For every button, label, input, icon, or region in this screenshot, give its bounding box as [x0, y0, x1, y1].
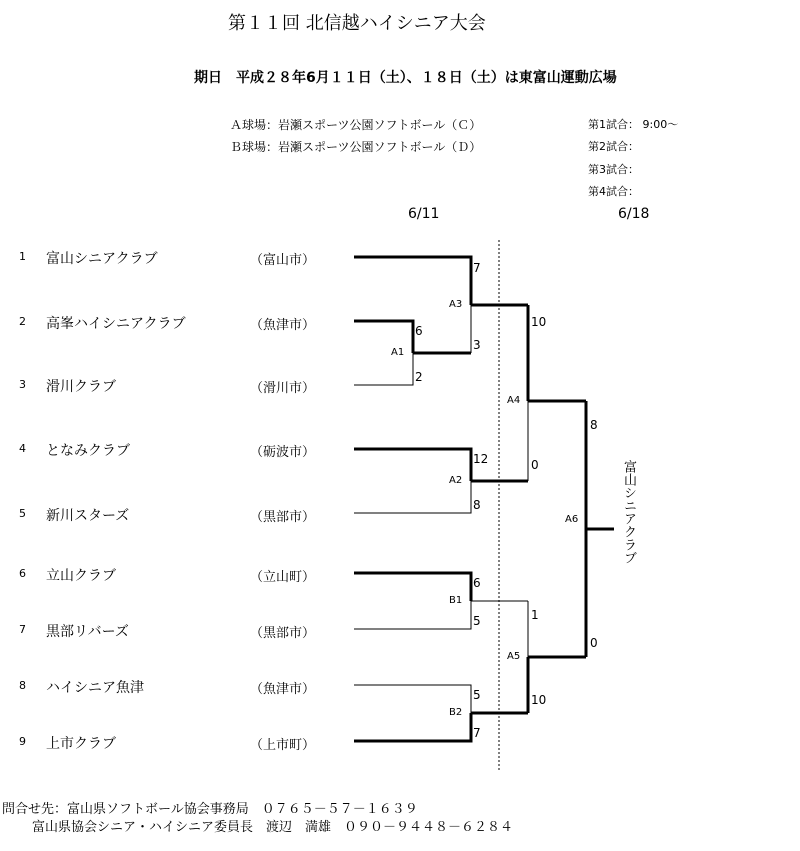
match-time-1: 第1試合： 9:00～ [588, 118, 679, 131]
team-seed: 5 [19, 507, 26, 520]
event-period: 期日 平成２８年6月１１日（土）、１８日（土）は東富山運動広場 [194, 70, 617, 86]
team-city: （魚津市） [250, 682, 316, 697]
match-time-4: 第4試合： [588, 185, 639, 198]
team-name: 黒部リバーズ [46, 624, 129, 640]
match-label-b2: B2 [449, 707, 463, 718]
team-city: （富山市） [250, 253, 316, 268]
team-seed: 8 [19, 679, 26, 692]
team-name: となみクラブ [46, 443, 130, 459]
score-b2-bottom: 7 [473, 726, 481, 740]
team-city: （上市町） [250, 738, 316, 753]
team-seed: 4 [19, 442, 26, 455]
match-label-b1: B1 [449, 595, 463, 606]
score-b1-bottom: 5 [473, 614, 481, 628]
score-a2-bottom: 8 [473, 498, 481, 512]
score-a4-bottom: 0 [531, 458, 539, 472]
match-time-3: 第3試合： [588, 163, 639, 176]
date-round-1: 6/11 [408, 206, 440, 222]
team-seed: 9 [19, 735, 26, 748]
team-name: ハイシニア魚津 [46, 680, 144, 696]
score-a6-top: 8 [590, 418, 598, 432]
match-label-a2: A2 [449, 475, 463, 486]
score-a6-bottom: 0 [590, 636, 598, 650]
score-a4-top: 10 [531, 315, 547, 329]
bracket-line-a3-top [354, 257, 471, 305]
team-name: 上市クラブ [46, 736, 116, 752]
team-seed: 7 [19, 623, 26, 636]
score-a2-top: 12 [473, 452, 489, 466]
team-city: （砺波市） [250, 445, 316, 460]
score-a3-bottom: 3 [473, 338, 481, 352]
match-label-a5: A5 [507, 651, 521, 662]
match-label-a1: A1 [391, 347, 405, 358]
date-final: 6/18 [618, 206, 650, 222]
match-time-2: 第2試合： [588, 140, 639, 153]
score-a1-top: 6 [415, 324, 423, 338]
champion-name: 富山シニアクラブ [621, 460, 636, 564]
team-city: （滑川市） [250, 381, 316, 396]
match-label-a3: A3 [449, 299, 463, 310]
match-label-a4: A4 [507, 395, 521, 406]
team-city: （黒部市） [250, 510, 316, 525]
score-b2-top: 5 [473, 688, 481, 702]
team-seed: 3 [19, 378, 26, 391]
team-city: （魚津市） [250, 318, 316, 333]
team-name: 立山クラブ [46, 568, 116, 584]
team-seed: 2 [19, 315, 26, 328]
score-a5-bottom: 10 [531, 693, 547, 707]
team-name: 新川スターズ [46, 508, 130, 524]
team-seed: 6 [19, 567, 26, 580]
score-b1-top: 6 [473, 576, 481, 590]
contact-line-2: 富山県協会シニア・ハイシニア委員長 渡辺 満雄 ０９０－９４４８－６２８４ [32, 820, 514, 835]
team-name: 滑川クラブ [46, 379, 116, 395]
team-seed: 1 [19, 250, 26, 263]
match-label-a6: A6 [565, 514, 579, 525]
team-name: 富山シニアクラブ [46, 251, 158, 267]
score-a5-top: 1 [531, 608, 539, 622]
team-city: （黒部市） [250, 626, 316, 641]
field-a: Ａ球場：岩瀬スポーツ公園ソフトボール（Ｃ） [230, 118, 482, 132]
score-a3-top: 7 [473, 261, 481, 275]
field-b: Ｂ球場：岩瀬スポーツ公園ソフトボール（Ｄ） [230, 140, 482, 154]
score-a1-bottom: 2 [415, 370, 423, 384]
contact-line-1: 問合せ先：富山県ソフトボール協会事務局 ０７６５－５７－１６３９ [2, 802, 418, 817]
team-city: （立山町） [250, 570, 316, 585]
team-name: 高峯ハイシニアクラブ [46, 316, 186, 332]
page-title: 第１１回 北信越ハイシニア大会 [228, 13, 486, 34]
